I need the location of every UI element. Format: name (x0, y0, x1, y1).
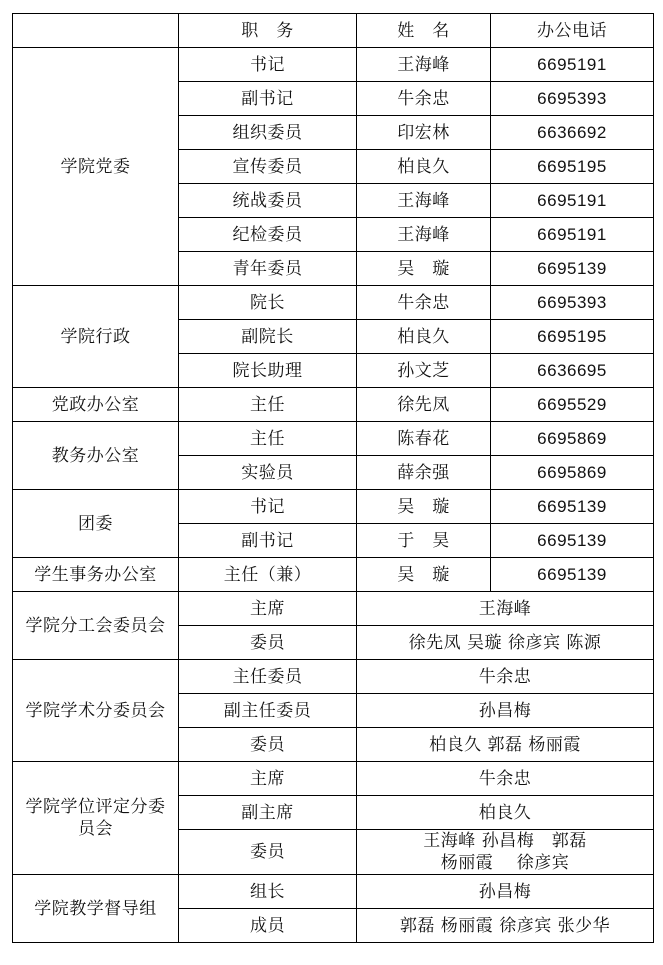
position-cell: 实验员 (179, 456, 357, 490)
phone-cell: 6695191 (491, 48, 654, 82)
phone-cell: 6695195 (491, 320, 654, 354)
position-cell: 院长 (179, 286, 357, 320)
header-empty-cell (13, 14, 179, 48)
position-cell: 副院长 (179, 320, 357, 354)
position-cell: 组长 (179, 875, 357, 909)
position-cell: 委员 (179, 830, 357, 875)
name-cell: 柏良久 (357, 150, 491, 184)
name-cell: 吴 璇 (357, 490, 491, 524)
position-cell: 成员 (179, 909, 357, 943)
name-cell: 吴 璇 (357, 252, 491, 286)
table-row (13, 875, 654, 909)
members-cell: 柏良久 郭磊 杨丽霞 (357, 728, 654, 762)
name-cell: 孙文芝 (357, 354, 491, 388)
phone-cell: 6695529 (491, 388, 654, 422)
members-cell: 孙昌梅 (357, 694, 654, 728)
position-cell: 主席 (179, 762, 357, 796)
position-cell: 委员 (179, 728, 357, 762)
table-row (13, 762, 654, 796)
position-cell: 纪检委员 (179, 218, 357, 252)
phone-cell: 6695191 (491, 218, 654, 252)
dept-cell (13, 762, 179, 875)
name-cell: 王海峰 (357, 184, 491, 218)
position-cell: 青年委员 (179, 252, 357, 286)
members-cell: 柏良久 (357, 796, 654, 830)
position-cell: 主任 (179, 422, 357, 456)
dept-cell: 学院教学督导组 (13, 875, 179, 943)
name-cell: 牛余忠 (357, 82, 491, 116)
staff-directory-table (12, 13, 654, 943)
dept-line: 员会 (78, 819, 113, 839)
name-cell: 于 昊 (357, 524, 491, 558)
phone-cell: 6636695 (491, 354, 654, 388)
header-name: 姓 名 (357, 14, 491, 48)
position-cell: 宣传委员 (179, 150, 357, 184)
name-cell: 牛余忠 (357, 286, 491, 320)
members-cell: 牛余忠 (357, 660, 654, 694)
table-row (13, 490, 654, 524)
phone-cell: 6695139 (491, 524, 654, 558)
phone-cell: 6695393 (491, 286, 654, 320)
phone-cell: 6695195 (491, 150, 654, 184)
dept-cell: 学生事务办公室 (13, 558, 179, 592)
phone-cell: 6695139 (491, 558, 654, 592)
members-line: 王海峰 孙昌梅 郭磊 (423, 831, 587, 851)
members-cell: 孙昌梅 (357, 875, 654, 909)
dept-cell: 学院党委 (13, 48, 179, 286)
position-cell: 院长助理 (179, 354, 357, 388)
name-cell: 王海峰 (357, 48, 491, 82)
table-row (13, 48, 654, 82)
name-cell: 薛余强 (357, 456, 491, 490)
name-cell: 陈春花 (357, 422, 491, 456)
dept-cell: 教务办公室 (13, 422, 179, 490)
position-cell: 副书记 (179, 524, 357, 558)
phone-cell: 6695393 (491, 82, 654, 116)
position-cell: 统战委员 (179, 184, 357, 218)
header-row (13, 14, 654, 48)
position-cell: 副主任委员 (179, 694, 357, 728)
phone-cell: 6636692 (491, 116, 654, 150)
phone-cell: 6695869 (491, 456, 654, 490)
phone-cell: 6695191 (491, 184, 654, 218)
table-row (13, 660, 654, 694)
table-row (13, 558, 654, 592)
phone-cell: 6695139 (491, 252, 654, 286)
position-cell: 副主席 (179, 796, 357, 830)
position-cell: 主任（兼） (179, 558, 357, 592)
dept-cell: 团委 (13, 490, 179, 558)
position-cell: 书记 (179, 490, 357, 524)
phone-cell: 6695869 (491, 422, 654, 456)
dept-cell: 党政办公室 (13, 388, 179, 422)
table-row (13, 592, 654, 626)
name-cell: 王海峰 (357, 218, 491, 252)
table-row (13, 388, 654, 422)
dept-cell: 学院行政 (13, 286, 179, 388)
table-row (13, 422, 654, 456)
header-phone: 办公电话 (491, 14, 654, 48)
name-cell: 印宏林 (357, 116, 491, 150)
dept-line: 学院学位评定分委 (25, 797, 166, 817)
name-cell: 吴 璇 (357, 558, 491, 592)
dept-cell: 学院学术分委员会 (13, 660, 179, 762)
phone-cell: 6695139 (491, 490, 654, 524)
name-cell: 徐先凤 (357, 388, 491, 422)
name-cell: 柏良久 (357, 320, 491, 354)
dept-cell: 学院分工会委员会 (13, 592, 179, 660)
table-row (13, 286, 654, 320)
members-cell: 郭磊 杨丽霞 徐彦宾 张少华 (357, 909, 654, 943)
members-cell: 徐先凤 吴璇 徐彦宾 陈源 (357, 626, 654, 660)
position-cell: 书记 (179, 48, 357, 82)
members-cell: 牛余忠 (357, 762, 654, 796)
position-cell: 组织委员 (179, 116, 357, 150)
members-cell: 王海峰 (357, 592, 654, 626)
position-cell: 主任委员 (179, 660, 357, 694)
position-cell: 主任 (179, 388, 357, 422)
header-position: 职 务 (179, 14, 357, 48)
position-cell: 副书记 (179, 82, 357, 116)
position-cell: 主席 (179, 592, 357, 626)
members-line: 杨丽霞 徐彦宾 (440, 853, 570, 873)
position-cell: 委员 (179, 626, 357, 660)
members-cell (357, 830, 654, 875)
